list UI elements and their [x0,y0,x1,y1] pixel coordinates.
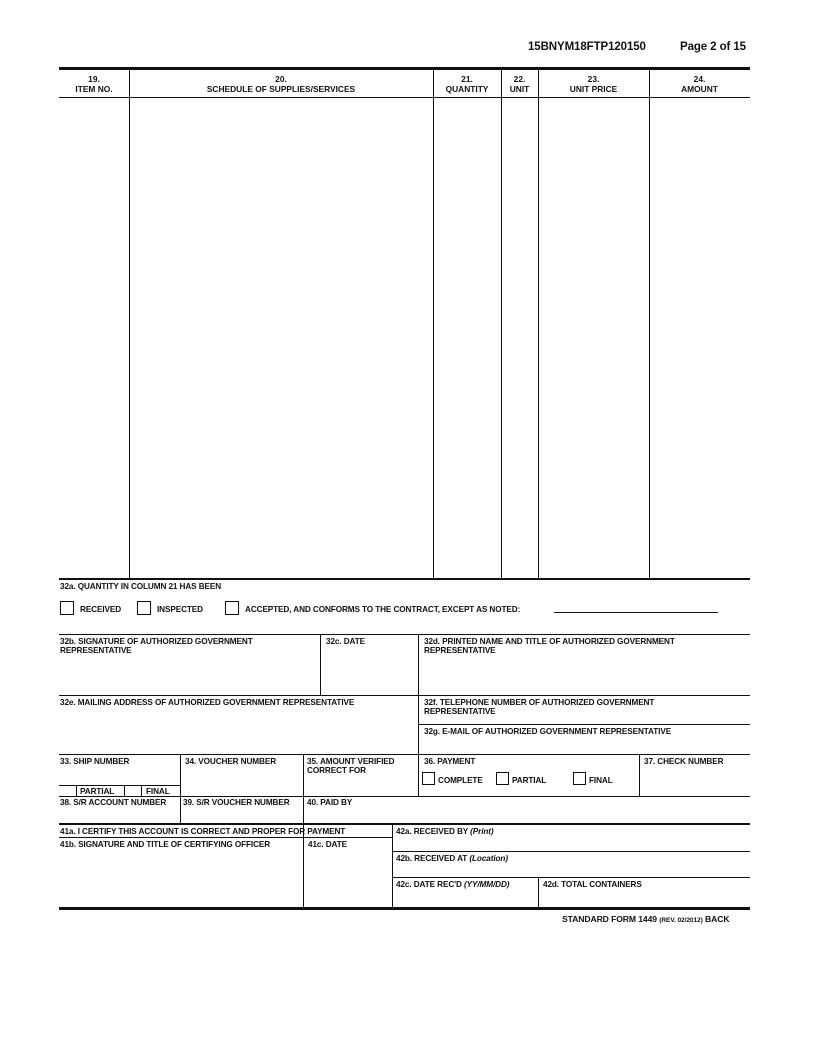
telephone-label [424,698,654,716]
ship-final-box[interactable] [125,786,140,796]
schedule-body-quantity[interactable] [434,98,501,578]
label-hint: (Location) [469,854,508,863]
form-name: STANDARD FORM 1449 [562,914,657,924]
form-side: BACK [705,914,730,924]
total-containers-label: 42d. TOTAL CONTAINERS [543,880,642,889]
printed-name-title-label [424,637,675,655]
schedule-body-amount[interactable] [650,98,750,578]
col-num: 24. [693,74,706,84]
label-hint: (Print) [470,827,494,836]
payment-partial-label: PARTIAL [512,776,547,785]
label-line: REPRESENTATIVE [60,646,132,655]
col-num: 23. [587,74,600,84]
col-num: 21. [461,74,473,84]
form-revision: (REV. 02/2012) [659,917,703,924]
paid-by-label: 40. PAID BY [307,798,353,807]
col-header-unit [501,75,538,94]
col-header-unit-price [538,75,649,94]
payment-partial-checkbox[interactable] [496,772,509,785]
total-containers-field[interactable] [540,891,749,906]
table-top-rule [59,67,750,70]
label-line: 32d. PRINTED NAME AND TITLE OF AUTHORIZED GOVERNMENT [424,637,675,646]
label-line: 32f. TELEPHONE NUMBER OF AUTHORIZED GOVERNMENT [424,698,655,707]
col-header-schedule [129,75,433,94]
form-bottom-rule [59,907,750,910]
col-label: ITEM NO. [75,83,113,94]
cell-rule [392,877,750,878]
received-checkbox[interactable] [60,601,74,615]
payment-final-label: FINAL [589,776,613,785]
mailing-address-field[interactable] [60,710,416,752]
col-header-quantity [433,75,501,94]
paid-by-field[interactable] [305,808,749,822]
label-text: 42c. DATE REC'D [396,880,462,889]
cell-divider [418,634,419,754]
section-rule [59,754,750,755]
printed-name-title-field[interactable] [420,660,748,693]
quantity-received-label: 32a. QUANTITY IN COLUMN 21 HAS BEEN [60,582,222,591]
received-by-label [396,827,494,836]
payment-final-checkbox[interactable] [573,772,586,785]
payment-label: 36. PAYMENT [424,757,476,766]
label-line: 35. AMOUNT VERIFIED [307,757,395,766]
signature-gov-rep-label [60,637,253,655]
section-rule [59,823,750,825]
label-text: 42a. RECEIVED BY [396,827,468,836]
section-rule [59,796,750,797]
cell-rule [59,785,180,786]
received-by-field[interactable] [394,838,749,850]
col-header-amount [649,75,750,94]
schedule-body-unit-price[interactable] [539,98,649,578]
signature-gov-rep-field[interactable] [60,660,318,693]
col-label: UNIT PRICE [569,83,618,94]
amount-verified-label [307,757,394,775]
date-32c-field[interactable] [322,648,417,693]
label-line: REPRESENTATIVE [424,646,496,655]
mailing-address-label: 32e. MAILING ADDRESS OF AUTHORIZED GOVERNMENT REPRESENTATIVE [60,698,355,707]
col-label: SCHEDULE OF SUPPLIES/SERVICES [206,83,356,94]
label-text: 42b. RECEIVED AT [396,854,468,863]
label-line: 32b. SIGNATURE OF AUTHORIZED GOVERNMENT [60,637,253,646]
schedule-body-supplies[interactable] [130,98,433,578]
received-at-field[interactable] [394,864,749,876]
cell-rule [392,851,750,852]
schedule-body-item-no[interactable] [59,98,129,578]
cell-divider [76,785,77,796]
check-number-label: 37. CHECK NUMBER [644,757,724,766]
col-label: UNIT [509,83,530,94]
sr-voucher-number-label: 39. S/R VOUCHER NUMBER [183,798,290,807]
col-num: 22. [513,74,526,84]
ship-final-label: FINAL [146,787,170,796]
date-received-label [396,880,509,889]
accepted-checkbox[interactable] [225,601,239,615]
date-32c-label: 32c. DATE [326,637,365,646]
cell-divider [141,785,142,796]
payment-complete-checkbox[interactable] [422,772,435,785]
label-line: CORRECT FOR [307,766,366,775]
schedule-body-unit[interactable] [502,98,538,578]
cell-rule [418,724,750,725]
certifying-officer-label: 41b. SIGNATURE AND TITLE OF CERTIFYING OFFICER [60,840,271,849]
col-header-item-no [59,75,129,94]
cell-divider [639,754,640,796]
col-label: AMOUNT [681,83,718,94]
accepted-label: ACCEPTED, AND CONFORMS TO THE CONTRACT, EXCEPT AS NOTED: [245,605,521,614]
noted-input-line[interactable] [554,612,718,613]
received-label: RECEIVED [80,605,122,614]
solicitation-number: 15BNYM18FTP120150 [528,41,646,53]
ship-number-label: 33. SHIP NUMBER [60,757,130,766]
inspected-label: INSPECTED [157,605,203,614]
label-line: REPRESENTATIVE [424,707,496,716]
form-footer [562,915,729,925]
cell-divider [320,634,321,695]
cell-divider [538,877,539,908]
voucher-number-label: 34. VOUCHER NUMBER [185,757,277,766]
schedule-bottom-rule [59,578,750,580]
col-num: 19. [88,74,100,84]
payment-complete-label: COMPLETE [438,776,483,785]
col-num: 20. [275,74,287,84]
ship-partial-box[interactable] [60,786,75,796]
cell-divider [392,823,393,908]
email-label: 32g. E-MAIL OF AUTHORIZED GOVERNMENT REPRESENTATIVE [424,727,672,736]
date-41c-field[interactable] [305,852,391,906]
date-41c-label: 41c. DATE [308,840,347,849]
section-rule [59,695,750,696]
date-received-field[interactable] [394,891,537,906]
cell-rule [59,837,392,838]
inspected-checkbox[interactable] [137,601,151,615]
cell-divider [418,754,419,796]
ship-partial-label: PARTIAL [80,787,115,796]
certify-account-label: 41a. I CERTIFY THIS ACCOUNT IS CORRECT AND PROPER FOR PAYMENT [60,827,346,836]
received-at-label [396,854,508,863]
page-number: Page 2 of 15 [680,41,746,53]
sr-account-number-label: 38. S/R ACCOUNT NUMBER [60,798,167,807]
col-label: QUANTITY [445,83,489,94]
label-hint: (YY/MM/DD) [464,880,510,889]
certifying-officer-field[interactable] [60,852,301,906]
section-rule [59,634,750,635]
cell-divider [180,754,181,823]
